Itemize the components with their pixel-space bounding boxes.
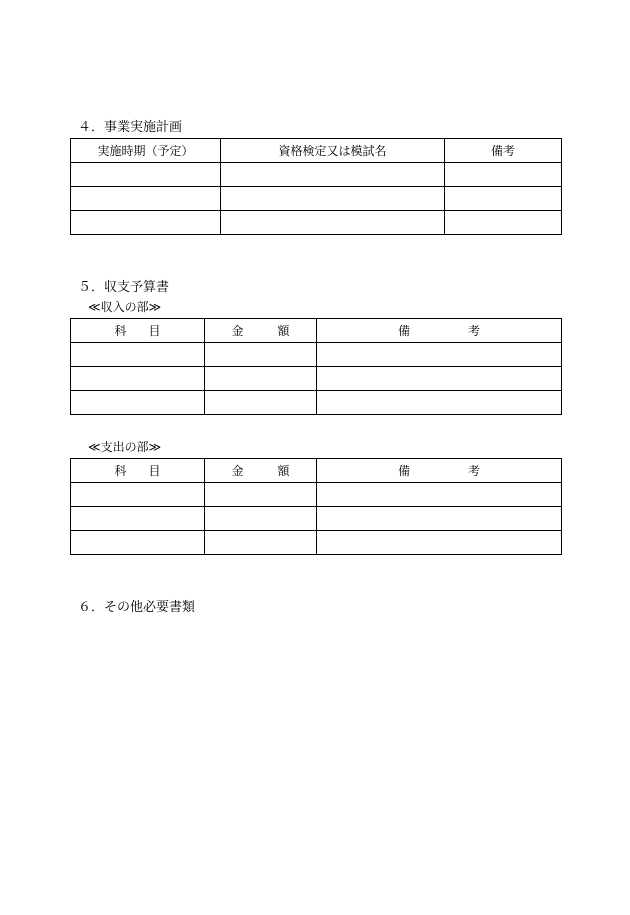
- table-row: [71, 507, 562, 531]
- column-header-char: 額: [277, 323, 290, 338]
- table-cell: [445, 163, 562, 187]
- column-header-amount: [205, 319, 317, 343]
- table-cell: [445, 187, 562, 211]
- table-cell: [445, 211, 562, 235]
- table-cell: [221, 163, 445, 187]
- column-header-remarks: [317, 459, 562, 483]
- project-plan-table: [70, 138, 562, 235]
- table-cell: [221, 187, 445, 211]
- column-header-char: 備: [398, 323, 411, 338]
- column-header-remarks: 備考: [445, 139, 562, 163]
- income-budget-table: [70, 318, 562, 415]
- column-header-char: 目: [148, 463, 161, 478]
- column-header-period: 実施時期（予定）: [71, 139, 221, 163]
- column-header-item: [71, 319, 205, 343]
- table-header-row: [71, 319, 562, 343]
- table-cell: [205, 343, 317, 367]
- table-row: [71, 163, 562, 187]
- column-header-char: 額: [277, 463, 290, 478]
- column-header-char: 考: [467, 463, 480, 478]
- section6-heading: ６．その他必要書類: [78, 600, 196, 615]
- table-cell: [71, 391, 205, 415]
- table-cell: [71, 483, 205, 507]
- column-header-amount: [205, 459, 317, 483]
- table-cell: [71, 343, 205, 367]
- table-row: [71, 367, 562, 391]
- table-header-row: [71, 139, 562, 163]
- column-header-char: 科: [114, 323, 127, 338]
- table-cell: [317, 507, 562, 531]
- table-cell: [205, 367, 317, 391]
- column-header-char: 目: [148, 323, 161, 338]
- column-header-char: 金: [231, 463, 244, 478]
- table-cell: [317, 391, 562, 415]
- table-cell: [221, 211, 445, 235]
- table-cell: [71, 367, 205, 391]
- table-cell: [71, 187, 221, 211]
- table-cell: [205, 483, 317, 507]
- table-cell: [205, 531, 317, 555]
- table-cell: [317, 531, 562, 555]
- table-row: [71, 187, 562, 211]
- table-cell: [317, 483, 562, 507]
- table-cell: [205, 507, 317, 531]
- column-header-exam-name: 資格検定又は模試名: [221, 139, 445, 163]
- column-header-char: 備: [398, 463, 411, 478]
- column-header-remarks: [317, 319, 562, 343]
- table-cell: [71, 507, 205, 531]
- income-subheading: ≪収入の部≫: [88, 300, 162, 314]
- section4-heading: ４．事業実施計画: [78, 120, 183, 135]
- column-header-char: 科: [114, 463, 127, 478]
- table-cell: [317, 343, 562, 367]
- table-cell: [71, 211, 221, 235]
- table-header-row: [71, 459, 562, 483]
- table-row: [71, 391, 562, 415]
- table-row: [71, 483, 562, 507]
- column-header-item: [71, 459, 205, 483]
- table-row: [71, 531, 562, 555]
- section5-heading: ５．収支予算書: [78, 280, 170, 295]
- expense-budget-table: [70, 458, 562, 555]
- column-header-char: 考: [467, 323, 480, 338]
- table-cell: [205, 391, 317, 415]
- table-cell: [71, 163, 221, 187]
- table-row: [71, 211, 562, 235]
- column-header-char: 金: [231, 323, 244, 338]
- expense-subheading: ≪支出の部≫: [88, 440, 162, 454]
- table-cell: [317, 367, 562, 391]
- table-row: [71, 343, 562, 367]
- table-cell: [71, 531, 205, 555]
